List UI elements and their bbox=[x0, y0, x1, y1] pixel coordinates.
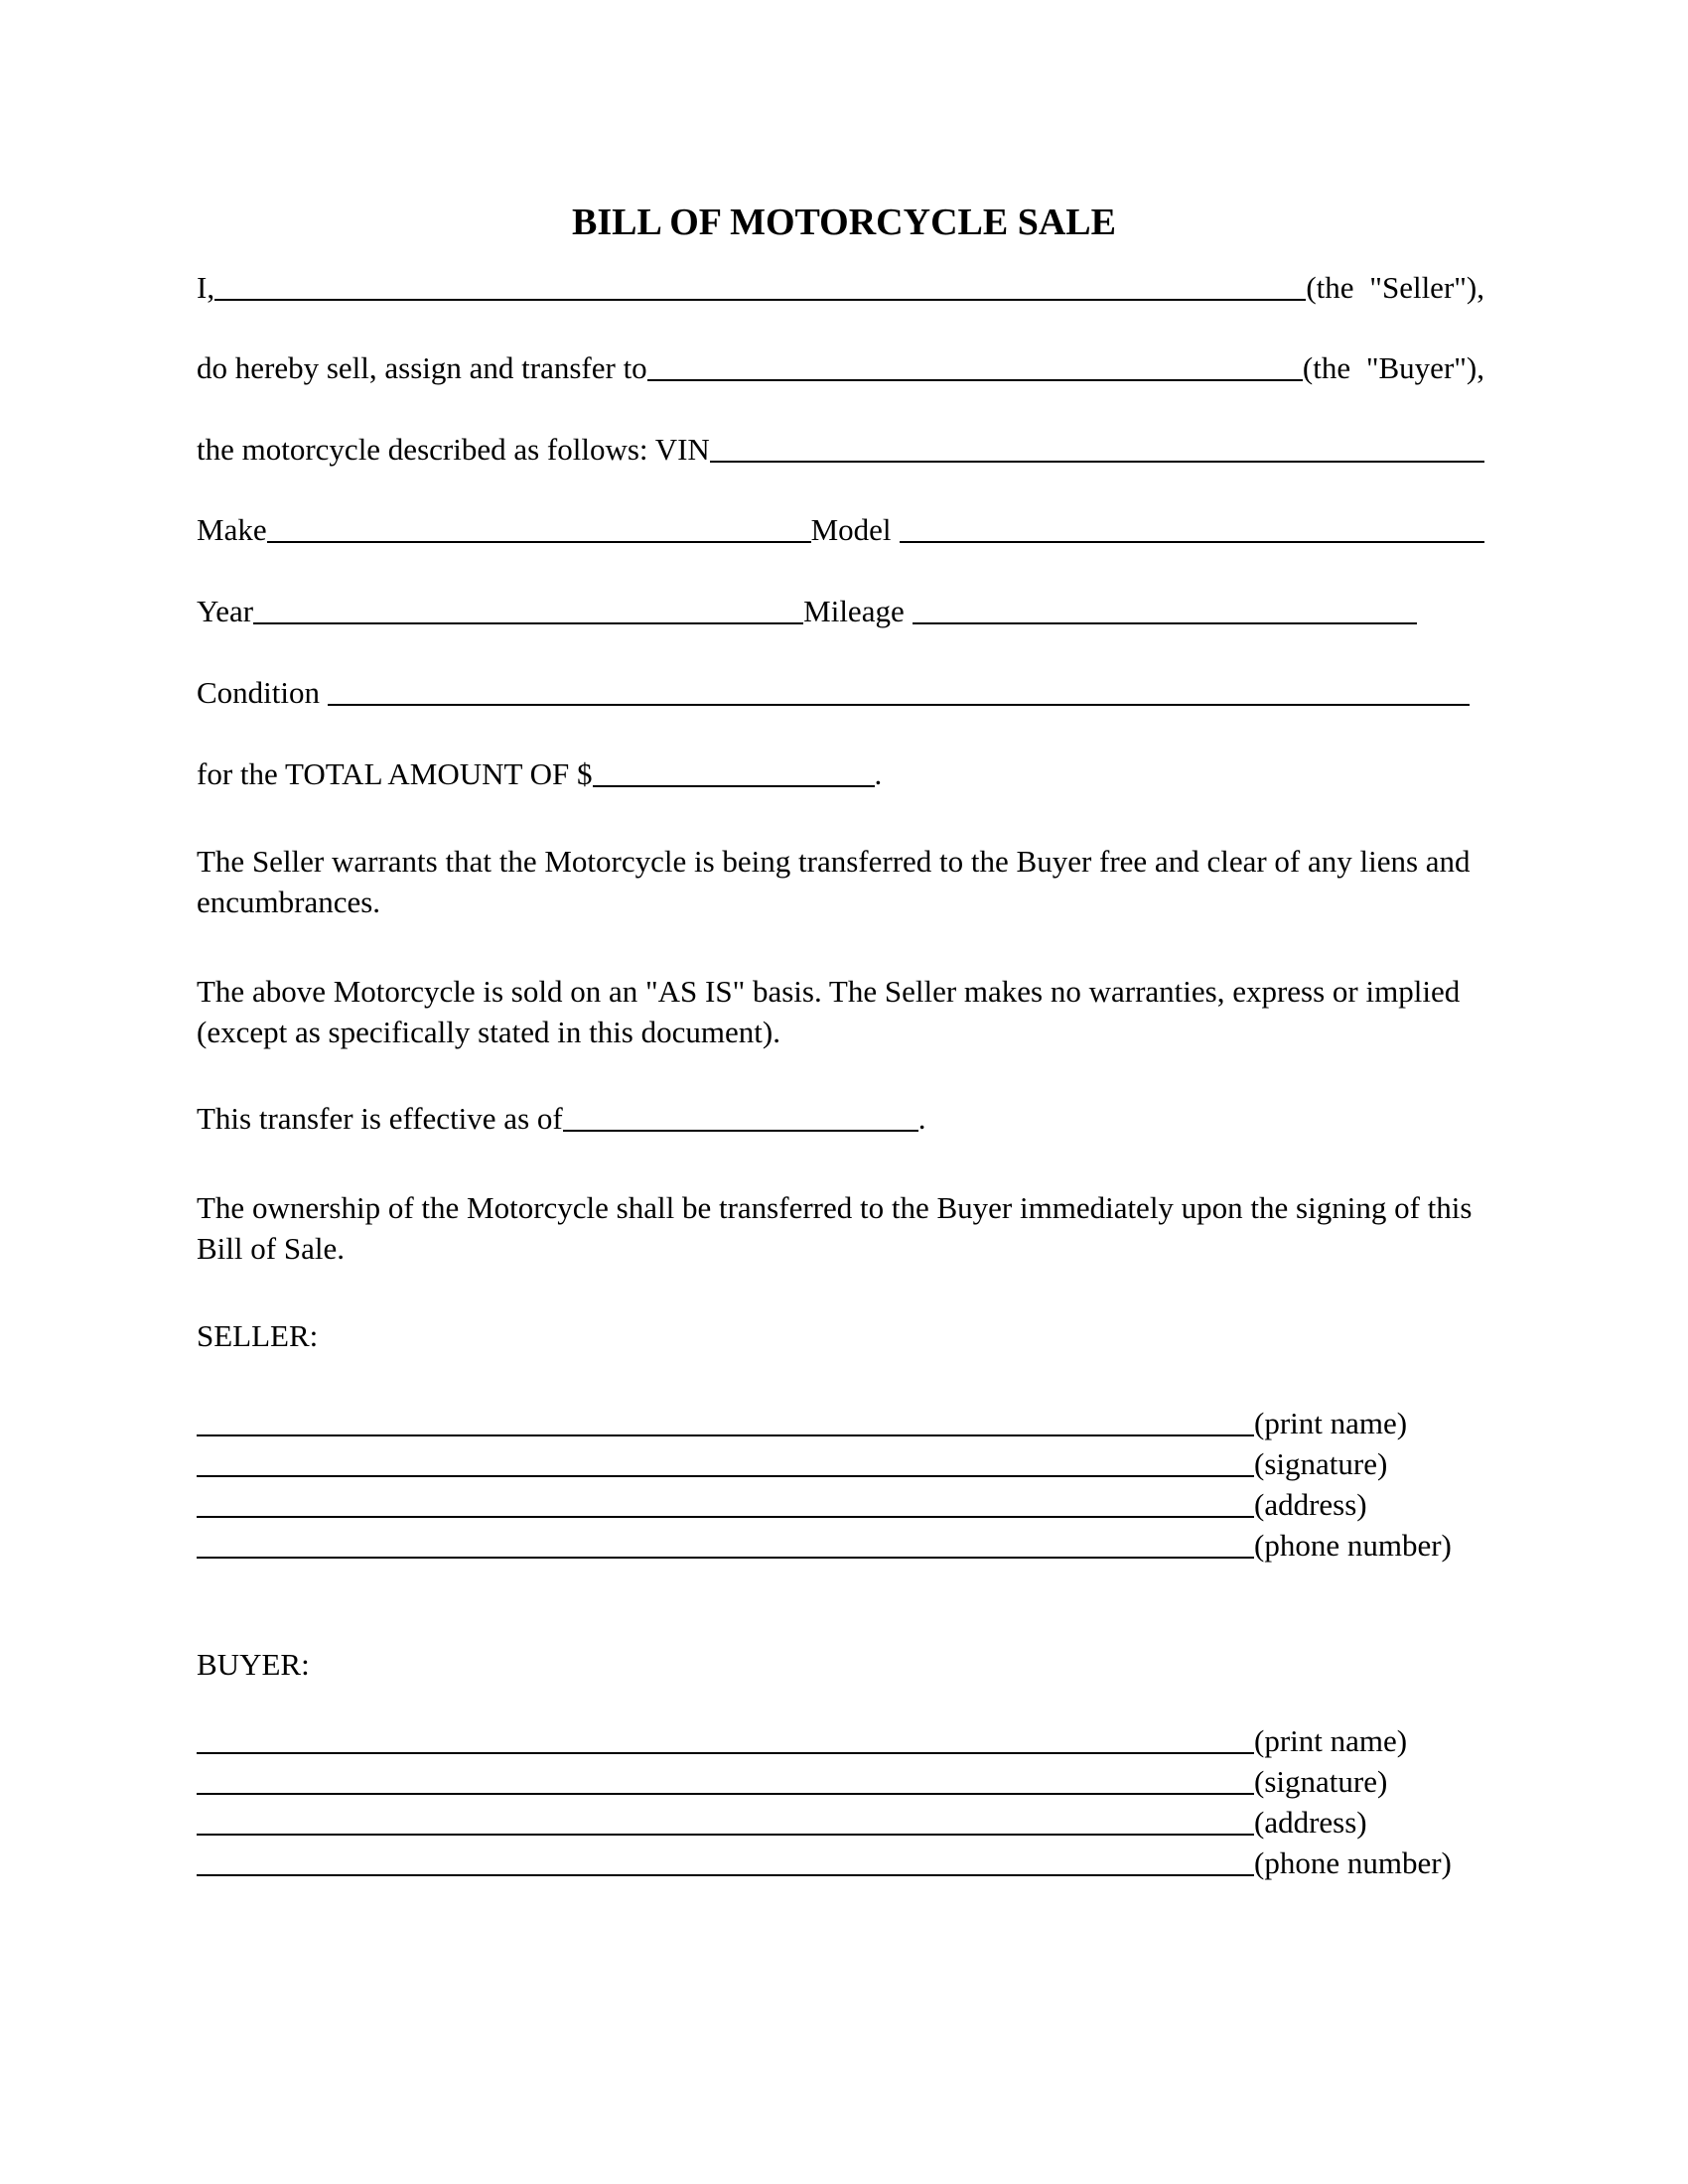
effective-date-period: . bbox=[917, 1101, 926, 1136]
mileage-blank[interactable] bbox=[913, 593, 1417, 624]
buyer-line-suffix: (the "Buyer"), bbox=[1302, 350, 1484, 385]
seller-phone-blank[interactable] bbox=[197, 1527, 1254, 1559]
total-amount-label: for the TOTAL AMOUNT OF $ bbox=[197, 756, 593, 791]
seller-address-blank[interactable] bbox=[197, 1486, 1254, 1518]
condition-label: Condition bbox=[197, 675, 321, 710]
total-amount-line bbox=[197, 755, 882, 792]
document-title: BILL OF MOTORCYCLE SALE bbox=[572, 202, 1116, 243]
condition-blank[interactable] bbox=[328, 674, 1470, 706]
buyer-phone-label: (phone number) bbox=[1254, 1845, 1452, 1880]
seller-phone-row bbox=[197, 1527, 1452, 1564]
model-label: Model bbox=[810, 512, 892, 547]
buyer-signature-row bbox=[197, 1763, 1387, 1800]
make-blank[interactable] bbox=[267, 511, 811, 543]
year-mileage-line bbox=[197, 593, 1484, 629]
make-label: Make bbox=[197, 512, 267, 547]
seller-address-label: (address) bbox=[1254, 1487, 1367, 1522]
seller-print-name-blank[interactable] bbox=[197, 1405, 1254, 1436]
effective-date-line bbox=[197, 1100, 925, 1137]
seller-name-line bbox=[197, 269, 1484, 306]
mileage-label: Mileage bbox=[803, 594, 905, 628]
buyer-address-row bbox=[197, 1804, 1367, 1841]
total-amount-period: . bbox=[874, 756, 883, 791]
year-label: Year bbox=[197, 594, 254, 628]
seller-signature-label: (signature) bbox=[1254, 1446, 1388, 1481]
ownership-paragraph: The ownership of the Motorcycle shall be transferred to the Buyer immediately upon the signing of this Bill of Sale. bbox=[197, 1190, 1473, 1266]
as-is-paragraph: The above Motorcycle is sold on an "AS IS" basis. The Seller makes no warranties, express or implied (except as specifically stated in this document). bbox=[197, 974, 1461, 1049]
buyer-phone-row bbox=[197, 1844, 1452, 1881]
seller-heading: SELLER: bbox=[197, 1318, 319, 1353]
buyer-address-blank[interactable] bbox=[197, 1804, 1254, 1836]
effective-date-blank[interactable] bbox=[563, 1100, 918, 1132]
buyer-address-label: (address) bbox=[1254, 1805, 1367, 1840]
make-model-line bbox=[197, 511, 1484, 548]
seller-signature-blank[interactable] bbox=[197, 1445, 1254, 1477]
buyer-phone-blank[interactable] bbox=[197, 1844, 1254, 1876]
buyer-print-name-label: (print name) bbox=[1254, 1723, 1408, 1758]
buyer-name-blank[interactable] bbox=[647, 349, 1303, 381]
model-blank[interactable] bbox=[900, 511, 1484, 543]
buyer-print-name-row bbox=[197, 1722, 1407, 1759]
effective-date-label: This transfer is effective as of bbox=[197, 1101, 563, 1136]
vin-line bbox=[197, 431, 1484, 468]
vin-label: the motorcycle described as follows: VIN bbox=[197, 432, 710, 467]
seller-line-prefix: I, bbox=[197, 270, 215, 305]
seller-name-blank[interactable] bbox=[214, 269, 1306, 301]
seller-address-row bbox=[197, 1486, 1367, 1523]
seller-print-name-row bbox=[197, 1405, 1407, 1441]
condition-line bbox=[197, 674, 1470, 711]
buyer-name-line bbox=[197, 349, 1484, 386]
seller-phone-label: (phone number) bbox=[1254, 1528, 1452, 1563]
seller-signature-row bbox=[197, 1445, 1387, 1482]
total-amount-blank[interactable] bbox=[593, 755, 875, 787]
buyer-signature-label: (signature) bbox=[1254, 1764, 1388, 1799]
year-blank[interactable] bbox=[253, 593, 803, 624]
warranty-paragraph: The Seller warrants that the Motorcycle is being transferred to the Buyer free and clear of any liens and encumbrances. bbox=[197, 844, 1471, 919]
buyer-heading: BUYER: bbox=[197, 1647, 310, 1682]
seller-line-suffix: (the "Seller"), bbox=[1306, 270, 1484, 305]
buyer-signature-blank[interactable] bbox=[197, 1763, 1254, 1795]
buyer-print-name-blank[interactable] bbox=[197, 1722, 1254, 1754]
seller-print-name-label: (print name) bbox=[1254, 1406, 1408, 1440]
vin-blank[interactable] bbox=[710, 431, 1484, 463]
buyer-line-prefix: do hereby sell, assign and transfer to bbox=[197, 350, 647, 385]
